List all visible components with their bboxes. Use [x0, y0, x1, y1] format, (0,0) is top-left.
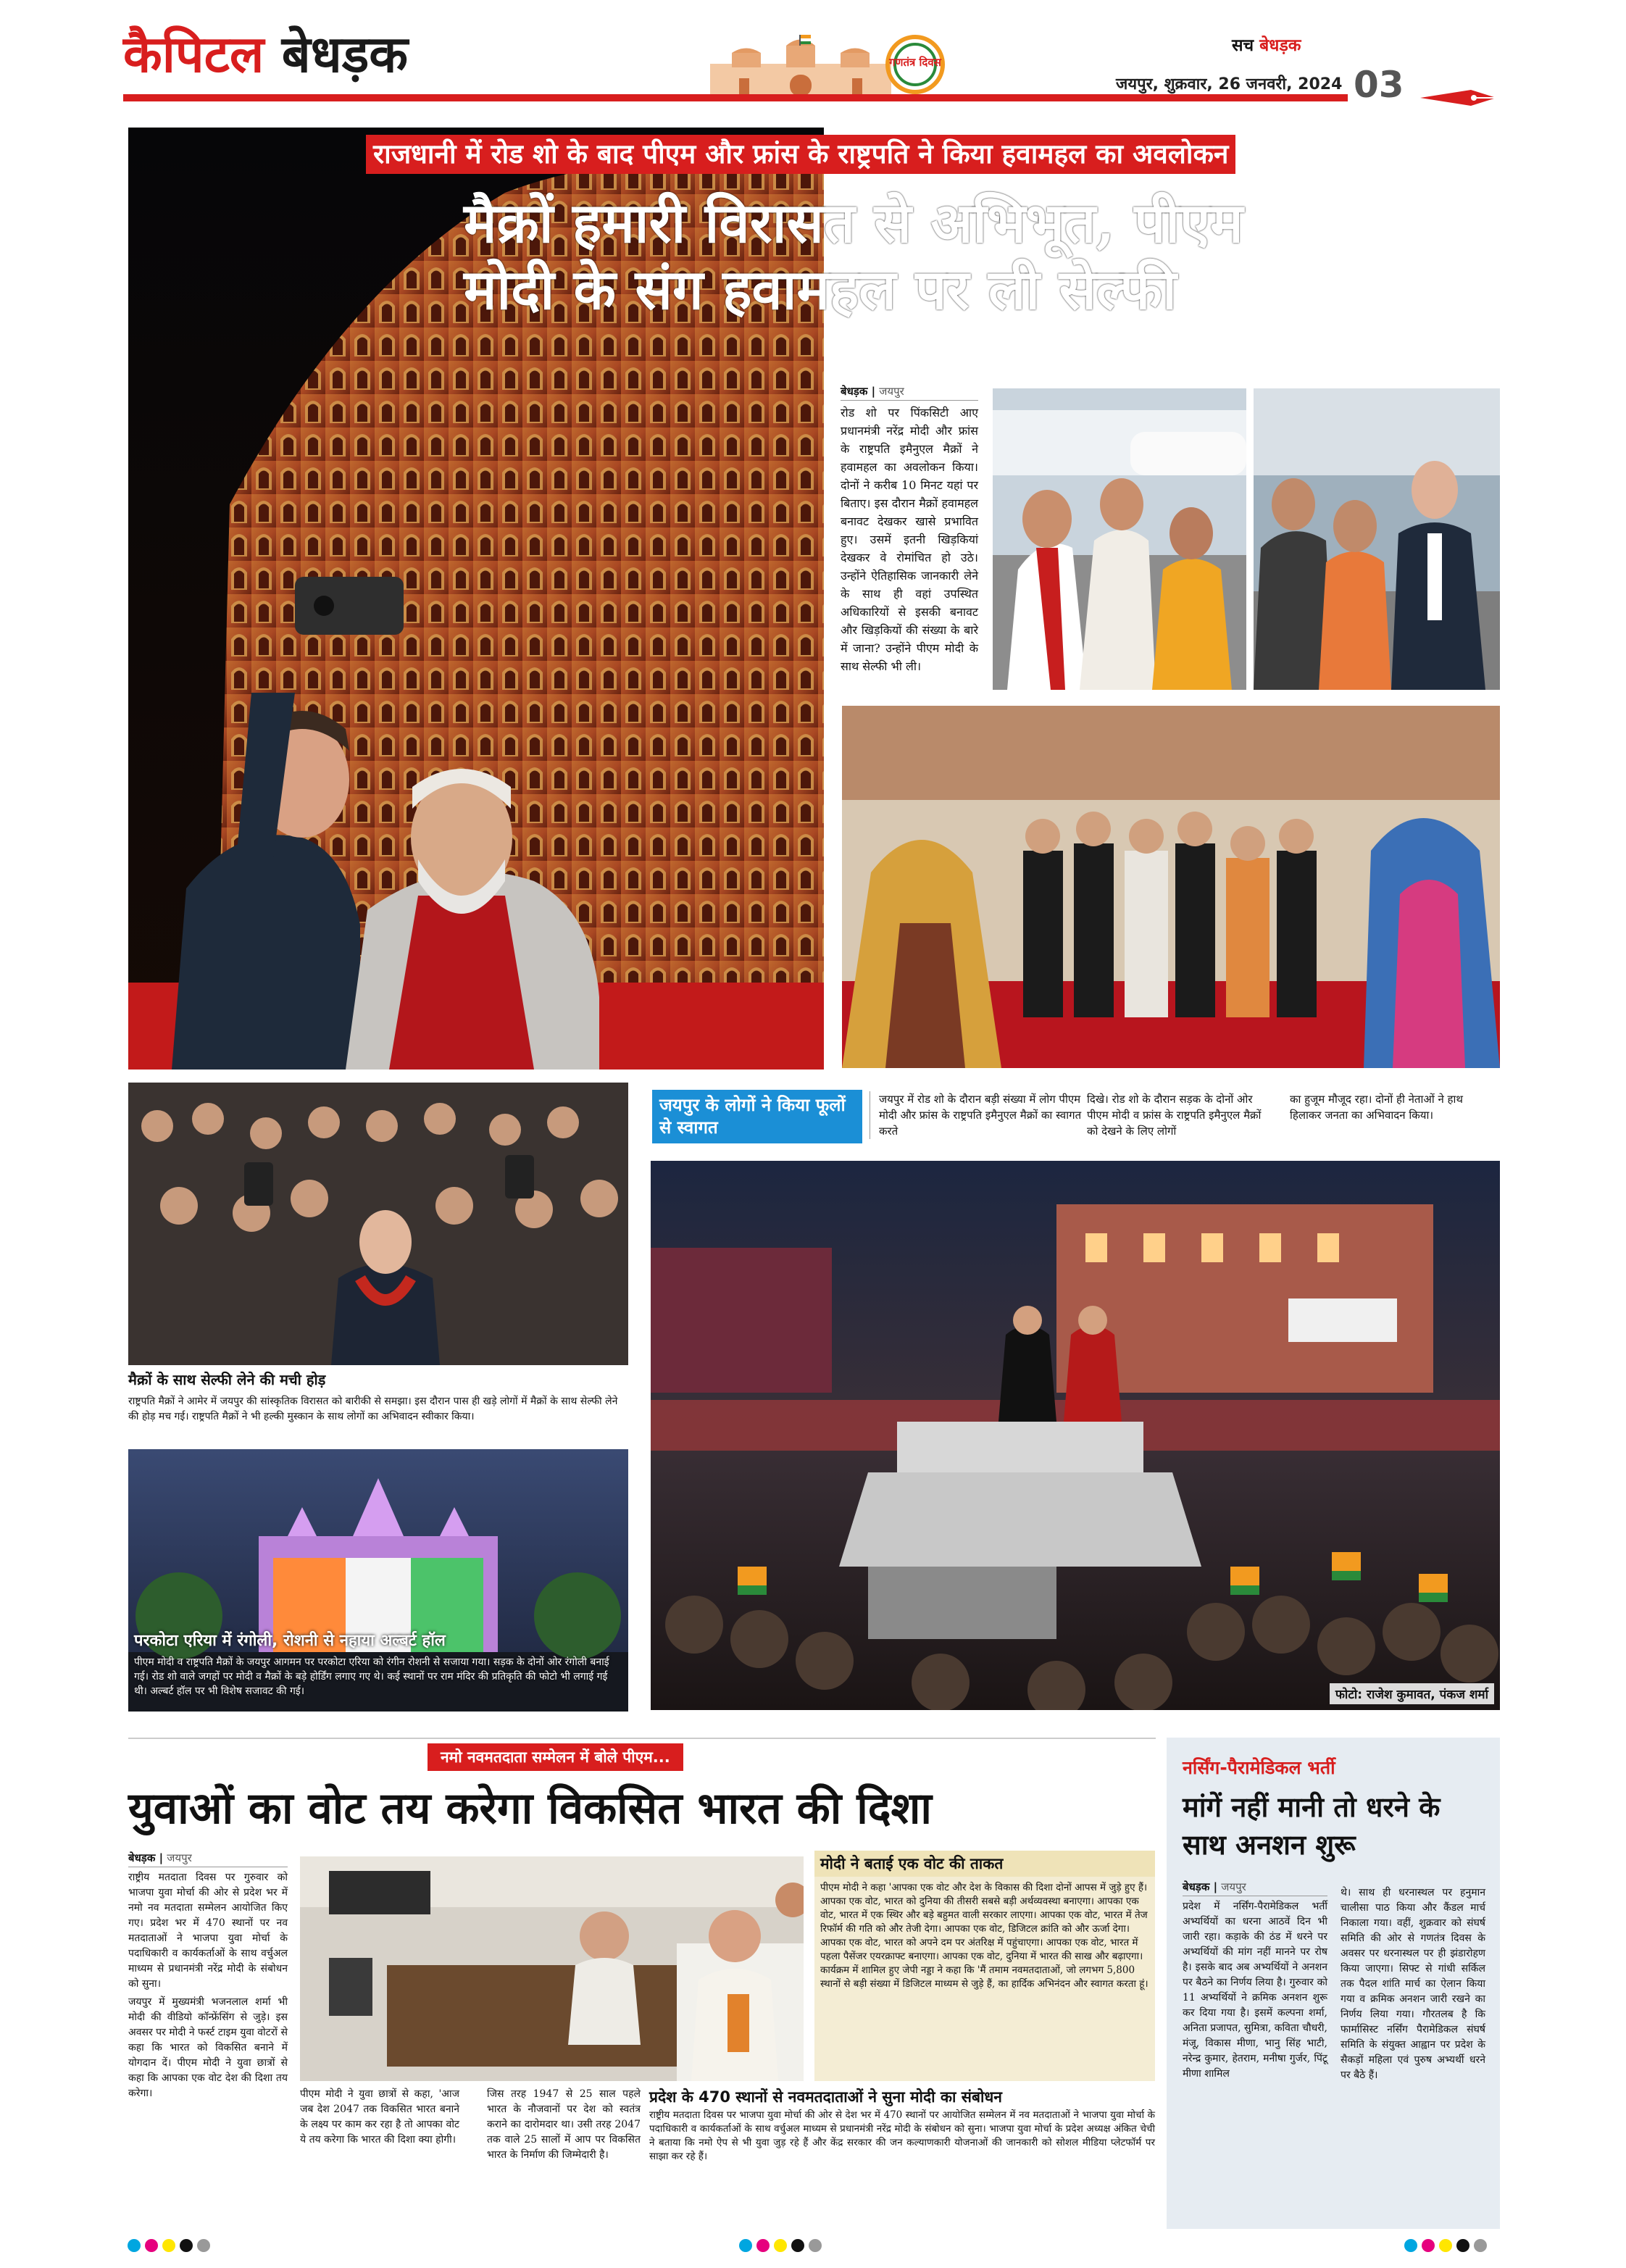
red-fort-illustration [703, 35, 899, 100]
selfie-caption-text: राष्ट्रपति मैक्रों ने आमेर में जयपुर की सांस्कृतिक विरासत को बारीकी से समझा। इस दौरान पास ही खड़े लोगों में मैक्रों के साथ सेल्फी लेने की होड़ मच गई। राष्ट्रपति मैक्रों ने भी हल्की मुस्कान के साथ लोगों का अभिवादन स्वीकार किया। [128, 1396, 618, 1422]
lead-kicker: राजधानी में रोड शो के बाद पीएम और फ्रांस के राष्ट्रपति ने किया हवामहल का अवलोकन [366, 135, 1235, 174]
reg-dot-grey [809, 2239, 822, 2252]
vote-power-box [814, 1851, 1155, 2081]
republic-day-emblem [875, 32, 955, 97]
welcome-col-2: दिखे। रोड शो के दौरान सड़क के दोनों ओर पीएम मोदी व फ्रांस के राष्ट्रपति इमैनुएल मैक्रों को देखने के लिए लोगों [1087, 1093, 1262, 1138]
registration-marks-left [128, 2239, 214, 2255]
nursing-body-1: प्रदेश में नर्सिंग-पैरामेडिकल भर्ती अभ्यर्थियों का धरना आठवें दिन भी जारी रहा। कड़ाके की ठंड में धरने पर अभ्यर्थियों की मांग नहीं मानने पर रोष है। इसके बाद अब अभ्यर्थियों ने अनशन पर बैठने का निर्णय लिया है। गुरुवार को 11 अभ्यर्थियों ने क्रमिक अनशन शुरू कर दिया गया है। इसमें कल्पना शर्मा, अनिता प्रजापत, सुमित्रा, कविता चौधरी, मंजू, विकास मीणा, भानु सिंह भाटी, नरेन्द्र कुमार, हेतराम, मनीषा गुर्जर, पिंटू मीणा शामिल [1183, 1901, 1327, 2080]
nursing-byline-brand: बेधड़क [1183, 1880, 1210, 1893]
reg-dot-yellow [774, 2239, 787, 2252]
nursing-byline: बेधड़क | जयपुर [1183, 1880, 1327, 1896]
youth-left-column [128, 1851, 288, 2101]
youth-body-mid-2: जिस तरह 1947 से 25 साल पहले भारत के नौजवानों पर देश को स्वतंत्र कराने का दारोमदार था। उसी तरह 2047 तक वाले 25 सालों में आप पर विकसित भारत के निर्माण की जिम्मेदारी है। [487, 2088, 641, 2161]
dateline: जयपुर, शुक्रवार, 26 जनवरी, 2024 [1116, 75, 1343, 93]
youth-body-left-2: जयपुर में मुख्यमंत्री भजनलाल शर्मा भी मोदी की वीडियो कॉन्फ्रेंसिंग से जुड़े। इस अवसर पर मोदी ने फर्स्ट टाइम युवा वोटरों से कहा कि भारत को विकसित बनाने में योगदान दें। पीएम मोदी ने युवा छात्रों से कहा कि आपका एक वोट देश की दिशा तय करेगा। [128, 1996, 288, 2099]
youth-subhead-text: राष्ट्रीय मतदाता दिवस पर भाजपा युवा मोर्चा की ओर से देश भर में 470 स्थानों पर आयोजित सम्मेलन में नव मतदाताओं ने भाजपा युवा मोर्चा के पदाधिकारी व कार्यकर्ताओं के साथ वर्चुअल माध्यम से प्रधानमंत्री नरेंद्र मोदी के संबोधन को सुना। भाजपा युवा मोर्चा के प्रदेश अध्यक्ष अंकित चेची ने बताया कि नमो ऐप से भी युवा जुड़ रहे हैं और केंद्र सरकार की जन कल्याणकारी योजनाओं की जानकारी को सोशल मीडिया प्लेटफॉर्म पर साझा कर रहे हैं। [649, 2109, 1155, 2162]
headline-line-2: मोदी के संग हवामहल पर ली सेल्फी [464, 257, 1507, 323]
reg-dot-black [791, 2239, 804, 2252]
airport-welcome-photo-1 [993, 388, 1246, 690]
nursing-body-2: थे। साथ ही धरनास्थल पर हनुमान चालीसा पाठ किया और कैंडल मार्च निकाला गया। वहीं, शुक्रवार को संघर्ष समिति की ओर से गणतंत्र दिवस के अवसर पर धरनास्थल पर ही झंडारोहण किया जाएगा। सिफ्ट से गांधी सर्किल तक पैदल शांति मार्च का ऐलान किया गया व क्रमिक अनशन जारी रखने का निर्णय लिया गया। गौरतलब है कि फार्मासिस्ट नर्सिंग पैरामेडिकल संघर्ष समिति के संयुक्त आह्वान पर प्रदेश के सैकड़ों महिला एवं पुरुष अभ्यर्थी धरने पर बैठे हैं। [1341, 1887, 1485, 2081]
selfie-caption-title: मैक्रों के साथ सेल्फी लेने की मची होड़ [128, 1371, 326, 1388]
reg-dot-black [1456, 2239, 1469, 2252]
reg-dot-cyan [1404, 2239, 1417, 2252]
youth-byline-brand: बेधड़क [128, 1851, 156, 1864]
brand-part1: कैपिटल [123, 25, 264, 84]
lead-body: रोड शो पर पिंकसिटी आए प्रधानमंत्री नरेंद्र मोदी और फ्रांस के राष्ट्रपति इमैनुएल मैक्रों ने हवामहल का अवलोकन किया। दोनों ने करीब 10 मिनट यहां पर बिताए। इस दौरान मैक्रों हवामहल बनावट देखकर खासे प्रभावित हुए। उसमें इतनी खिड़कियां देखकर वे रोमांचित हो उठे। उन्होंने ऐतिहासिक जानकारी लेने के साथ ही वहां उपस्थित अधिकारियों से इसकी बनावट और खिड़कियों की संख्या के बारे में जाना? उन्होंने पीएम मोदी के साथ सेल्फी भी ली। [841, 406, 978, 673]
youth-byline-place: जयपुर [167, 1851, 192, 1864]
reg-dot-yellow [1439, 2239, 1452, 2252]
airport-welcome-photo-2 [1254, 388, 1500, 690]
photo-credit: फोटो: राजेश कुमावत, पंकज शर्मा [1330, 1683, 1494, 1704]
welcome-col-3: का हुजूम मौजूद रहा। दोनों ही नेताओं ने हाथ हिलाकर जनता का अभिवादन किया। [1290, 1093, 1463, 1122]
tagline [1232, 33, 1301, 56]
nursing-headline: मांगें नहीं मानी तो धरने के साथ अनशन शुरू [1183, 1791, 1441, 1861]
nursing-kicker: नर्सिंग-पैरामेडिकल भर्ती [1183, 1757, 1335, 1778]
youth-byline: बेधड़क | जयपुर [128, 1851, 288, 1867]
lead-headline [464, 190, 1507, 323]
bottom-divider [128, 1738, 1156, 1739]
registration-marks-center [739, 2239, 826, 2255]
reg-dot-magenta [1422, 2239, 1435, 2252]
reg-dot-black [180, 2239, 193, 2252]
lead-byline-brand: बेधड़क [841, 385, 868, 398]
reg-dot-cyan [739, 2239, 752, 2252]
welcome-label: जयपुर के लोगों ने किया फूलों से स्वागत [652, 1090, 862, 1143]
tagline-brand: बेधड़क [1259, 36, 1301, 55]
roadshow-photo [651, 1161, 1500, 1710]
registration-marks-right [1404, 2239, 1491, 2255]
folk-dance-welcome-photo [842, 706, 1500, 1068]
headline-line-1: मैक्रों हमारी विरासत से अभिभूत, पीएम [464, 190, 1507, 257]
youth-body-left: राष्ट्रीय मतदाता दिवस पर गुरुवार को भाजपा युवा मोर्चा की ओर से प्रदेश भर में नमो नव मतदाता सम्मेलन आयोजित किए गए। प्रदेश भर में 470 स्थानों पर नव मतदाताओं ने भाजपा युवा मोर्चा के पदाधिकारी व कार्यकर्ताओं के साथ वर्चुअल माध्यम से प्रधानमंत्री नरेंद्र मोदी के संबोधन को सुना। [128, 1872, 288, 1990]
reg-dot-grey [1474, 2239, 1487, 2252]
video-conference-photo [300, 1856, 804, 2081]
nursing-col-1 [1183, 1880, 1327, 2082]
brand-part2: बेधड़क [281, 25, 408, 84]
emblem-text: गणतंत्र दिवस [889, 56, 941, 69]
albert-caption-text: पीएम मोदी व राष्ट्रपति मैक्रों के जयपुर आगमन पर परकोटा एरिया को रंगीन रोशनी से सजाया गया। सड़क के दोनों ओर रंगोली बनाई गई। रोड शो वाले जगहों पर मोदी व मैक्रों के बड़े होर्डिंग लगाए गए थे। कई स्थानों पर राम मंदिर की प्रतिकृति की फोटो भी लगाई गई थी। अल्बर्ट हॉल पर भी विशेष सजावट की गई। [134, 1656, 609, 1697]
vote-power-text: पीएम मोदी ने कहा 'आपका एक वोट और देश के विकास की दिशा दोनों आपस में जुड़े हुए हैं। आपका एक वोट, भारत को दुनिया की तीसरी सबसे बड़ी अर्थव्यवस्था बनाएगा। आपका एक वोट, भारत में एक स्थिर और बड़े बहुमत वाली सरकार लाएगा। आपका एक वोट, भारत में तेज रिफॉर्म की गति को और तेजी देगा। आपका एक वोट, डिजिटल क्रांति को और ऊर्जा देगा। आपका एक वोट, भारत को अपने दम पर अंतरिक्ष में पहुंचाएगा। आपका एक वोट, भारत में पहला पैसेंजर एयरक्राफ्ट बनाएगा। आपका एक वोट, दुनिया में भारत की साख और बढ़ाएगा। कार्यक्रम में शामिल हुए जेपी नड्डा ने कहा कि 'मैं तमाम नवमतदाताओं, जो लगभग 5,800 स्थानों से बड़ी संख्या में डिजिटल माध्यम से जुड़े हैं, का हार्दिक अभिनंदन और स्वागत करता हूं। [820, 1882, 1148, 1990]
page-number: 03 [1354, 64, 1404, 106]
youth-headline: युवाओं का वोट तय करेगा विकसित भारत की दिशा [128, 1783, 932, 1834]
youth-kicker: नमो नवमतदाता सम्मेलन में बोले पीएम... [428, 1743, 683, 1771]
brand-logo[interactable] [123, 22, 408, 87]
lead-text-column [841, 384, 978, 675]
nursing-box [1167, 1738, 1500, 2229]
youth-subhead: प्रदेश के 470 स्थानों से नवमतदाताओं ने सुना मोदी का संबोधन [649, 2088, 1002, 2106]
nursing-byline-place: जयपुर [1221, 1880, 1246, 1893]
pen-nib-icon [1420, 86, 1500, 110]
lead-byline-place: जयपुर [879, 385, 904, 398]
albert-hall-photo [128, 1449, 628, 1712]
reg-dot-grey [197, 2239, 210, 2252]
masthead [0, 0, 1626, 116]
reg-dot-magenta [756, 2239, 770, 2252]
youth-body-mid-1: पीएम मोदी ने युवा छात्रों से कहा, 'आज जब देश 2047 तक विकसित भारत बनाने के लक्ष्य पर काम कर रहा है तो आपका वोट ये तय करेगा कि भारत की दिशा क्या होगी। [300, 2088, 459, 2146]
reg-dot-magenta [145, 2239, 158, 2252]
masthead-red-rule [123, 94, 1348, 101]
selfie-crowd-photo [128, 1083, 628, 1365]
lead-byline: बेधड़क | जयपुर [841, 384, 978, 401]
welcome-col-1: जयपुर में रोड शो के दौरान बड़ी संख्या में लोग पीएम मोदी और फ्रांस के राष्ट्रपति इमैनुएल मैक्रों का स्वागत करते [870, 1091, 1082, 1139]
reg-dot-yellow [162, 2239, 175, 2252]
vote-power-title: मोदी ने बताई एक वोट की ताकत [814, 1851, 1155, 1877]
reg-dot-cyan [128, 2239, 141, 2252]
tagline-prefix: सच [1232, 36, 1254, 55]
albert-caption-title: परकोटा एरिया में रंगोली, रोशनी से नहाया अल्बर्ट हॉल [134, 1632, 446, 1650]
